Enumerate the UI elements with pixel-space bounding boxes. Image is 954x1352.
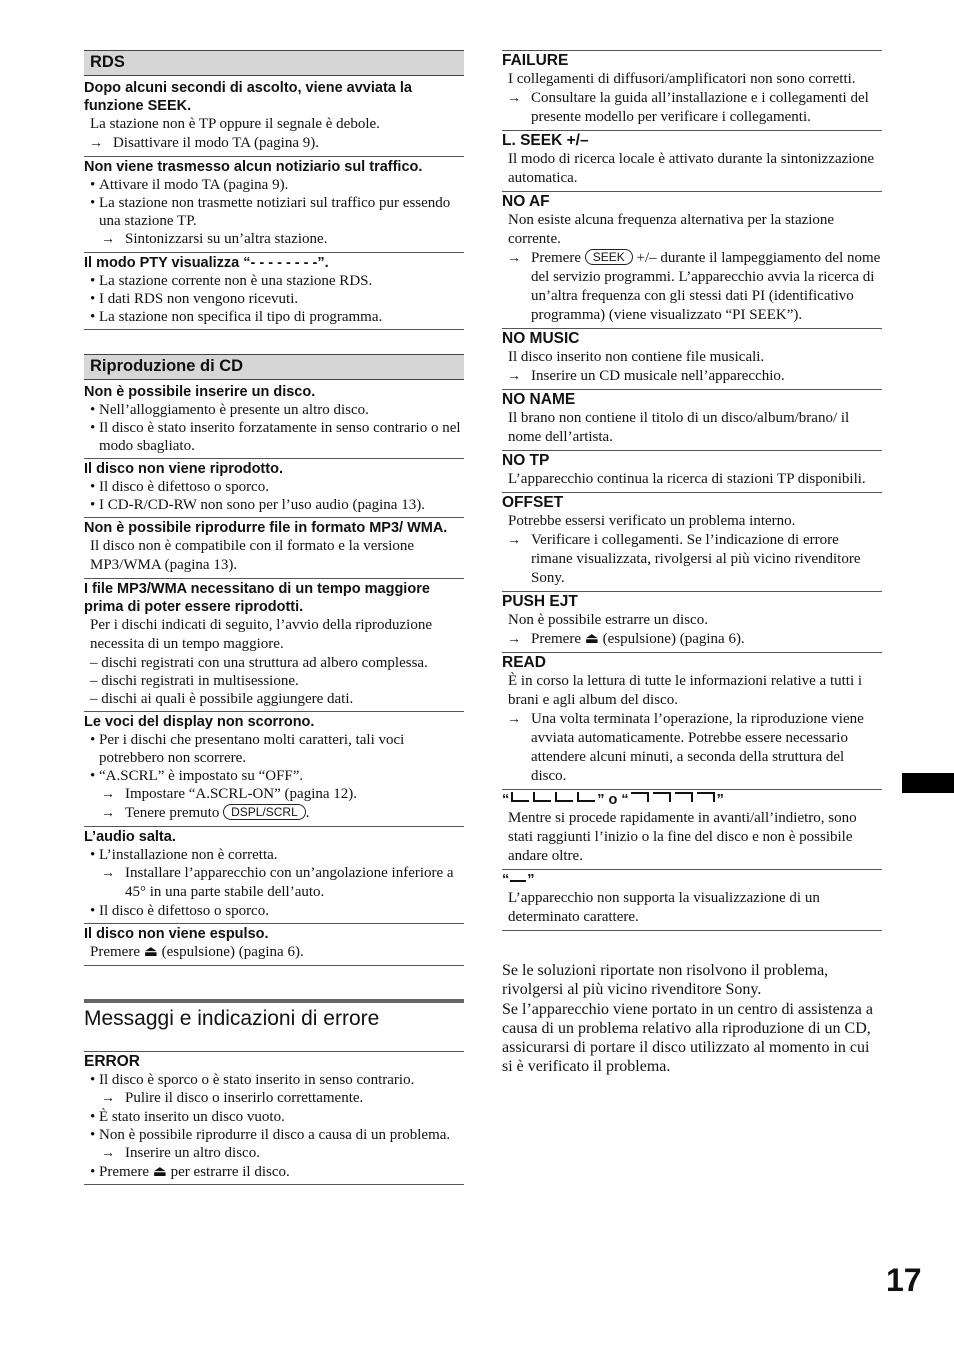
segment-high-glyph [675, 792, 693, 802]
segment-high-glyph [631, 792, 649, 802]
entry-text: Per i dischi indicati di seguito, l’avvio della riproduzione necessita di un tempo maggiore. [90, 617, 433, 652]
entry-action: → Consultare la guida all’installazione e i collegamenti del presente modello per verificare i collegamenti. [502, 89, 882, 127]
entry-action: → Installare l’apparecchio con un’angolazione inferiore a 45° in una parte stabile dell’auto. [84, 864, 464, 902]
left-column [84, 50, 464, 1185]
entry-title: Il modo PTY visualizza “- - - - - - - -”. [84, 255, 329, 271]
entry-title: Non è possibile inserire un disco. [84, 384, 316, 400]
entry-text: L’apparecchio continua la ricerca di stazioni TP disponibili. [508, 471, 866, 487]
nomusic-entry [502, 329, 882, 390]
footer-paragraph: Se l’apparecchio viene portato in un centro di assistenza a causa di un problema relativo alla riproduzione di un CD, assicurarsi di portare il disco utilizzato al momento in cui si è verificato il problema. [502, 1000, 873, 1076]
entry-action [84, 804, 464, 823]
quote-close: ” [527, 872, 535, 888]
entry-action: → Impostare “A.SCRL-ON” (pagina 12). [84, 785, 464, 804]
entry-bullet: • Il disco è stato inserito forzatamente in senso contrario o nel modo sbagliato. [84, 419, 464, 455]
entry-text: Il disco non è compatibile con il formato e la versione MP3/WMA (pagina 13). [90, 538, 415, 573]
entry-title: NO NAME [502, 391, 576, 408]
entry-title: READ [502, 654, 546, 671]
segment-low-glyph [555, 792, 573, 802]
entry-action: → Una volta terminata l’operazione, la riproduzione viene avviata automaticamente. Potrebbe essere necessario attendere alcuni minuti, a seconda della struttura del disco. [502, 710, 882, 786]
pushejt-entry [502, 592, 882, 653]
entry-bullet: • La stazione non specifica il tipo di programma. [84, 308, 464, 326]
entry-title: Non è possibile riprodurre file in formato MP3/ WMA. [84, 520, 448, 536]
entry-bullet: • Per i dischi che presentano molti caratteri, tali voci potrebbero non scorrere. [84, 731, 464, 767]
rds-entry-pty [84, 253, 464, 330]
entry-bullet: • La stazione corrente non è una stazione RDS. [84, 272, 464, 290]
noname-entry [502, 390, 882, 451]
cd-entry-skip [84, 827, 464, 924]
entry-title: Dopo alcuni secondi di ascolto, viene avviata la funzione SEEK. [84, 80, 412, 114]
quote-open: “ [502, 872, 510, 888]
or-word: o [608, 792, 618, 808]
quote-close: ” [597, 792, 605, 808]
entry-bullet: • La stazione non trasmette notiziari sul traffico pur essendo una stazione TP. [84, 194, 464, 230]
segment-low-glyph [577, 792, 595, 802]
entry-title: Le voci del display non scorrono. [84, 714, 315, 730]
dash-display-title [502, 871, 882, 889]
segment-low-glyph [511, 792, 529, 802]
errors-heading: Messaggi e indicazioni di errore [84, 999, 464, 1031]
entry-bullet: • Il disco è difettoso o sporco. [84, 902, 464, 920]
entry-title: Il disco non viene riprodotto. [84, 461, 283, 477]
footer-paragraph: Se le soluzioni riportate non risolvono il problema, rivolgersi al più vicino rivenditore Sony. [502, 962, 829, 999]
dspl-scrl-key: DSPL/SCRL [223, 804, 306, 820]
entry-title: NO AF [502, 193, 550, 210]
entry-action: → Inserire un altro disco. [84, 1144, 464, 1163]
entry-action: → Pulire il disco o inserirlo correttamente. [84, 1089, 464, 1108]
entry-action: → Sintonizzarsi su un’altra stazione. [84, 230, 464, 249]
noaf-entry [502, 192, 882, 329]
offset-entry [502, 493, 882, 592]
cd-entry-insert [84, 382, 464, 459]
entry-title: OFFSET [502, 494, 564, 511]
right-column [502, 50, 882, 1077]
entry-bullet: • Nell’alloggiamento è presente un altro disco. [84, 401, 464, 419]
entry-text: Il brano non contiene il titolo di un disco/album/brano/ il nome dell’artista. [508, 410, 850, 445]
entry-title: Non viene trasmesso alcun notiziario sul traffico. [84, 159, 423, 175]
quote-open: “ [502, 792, 510, 808]
section-heading-cd: Riproduzione di CD [84, 354, 464, 380]
entry-text: I collegamenti di diffusori/amplificatori non sono corretti. [508, 71, 856, 87]
edge-tab-marker [902, 773, 954, 793]
entry-dash-item: – dischi registrati in multisessione. [90, 673, 299, 689]
entry-title: ERROR [84, 1053, 140, 1070]
segment-high-glyph [653, 792, 671, 802]
entry-text: Mentre si procede rapidamente in avanti/all’indietro, sono stati raggiunti l’inizio o la fine del disco e non è possibile andare oltre. [508, 810, 857, 864]
segment-display-title [502, 791, 882, 809]
cd-entry-eject [84, 924, 464, 966]
seek-key: SEEK [585, 249, 633, 265]
read-entry [502, 653, 882, 790]
entry-title: NO MUSIC [502, 330, 580, 347]
entry-title: PUSH EJT [502, 593, 578, 610]
action-text: Premere [531, 250, 581, 266]
entry-text: L’apparecchio non supporta la visualizzazione di un determinato carattere. [508, 890, 820, 925]
entry-title: I file MP3/WMA necessitano di un tempo maggiore prima di poter essere riprodotti. [84, 581, 430, 615]
segment-entry [502, 790, 882, 870]
entry-text: Non esiste alcuna frequenza alternativa per la stazione corrente. [508, 212, 835, 247]
entry-text: La stazione non è TP oppure il segnale è debole. [90, 116, 380, 132]
lseek-entry [502, 131, 882, 192]
cd-entry-scroll [84, 712, 464, 827]
entry-text: Il modo di ricerca locale è attivato durante la sintonizzazione automatica. [508, 151, 875, 186]
entry-action [502, 249, 882, 325]
entry-action: → Disattivare il modo TA (pagina 9). [84, 134, 464, 153]
rds-entry-traffic [84, 157, 464, 253]
segment-low-glyph [533, 792, 551, 802]
entry-action: → Verificare i collegamenti. Se l’indicazione di errore rimane visualizzata, rivolgersi al più vicino rivenditore Sony. [502, 531, 882, 588]
entry-title: Il disco non viene espulso. [84, 926, 269, 942]
cd-entry-mp3 [84, 518, 464, 579]
entry-text: Il disco inserito non contiene file musicali. [508, 349, 765, 365]
action-text-end: +/– durante il lampeggiamento del nome del servizio programmi. L’apparecchio avvia la ricerca di un’altra frequenza con gli stessi dati PI (identificativo programma) (viene visualizzato “PI SEEK”). [531, 250, 881, 323]
segment-high-glyph [697, 792, 715, 802]
entry-bullet: • Non è possibile riprodurre il disco a causa di un problema. [84, 1126, 464, 1144]
entry-dash-item: – dischi ai quali è possibile aggiungere dati. [90, 691, 354, 707]
notp-entry [502, 451, 882, 493]
entry-bullet: • Il disco è sporco o è stato inserito in senso contrario. [84, 1071, 464, 1089]
entry-bullet: • “A.SCRL” è impostato su “OFF”. [84, 767, 464, 785]
entry-title: FAILURE [502, 52, 569, 69]
entry-bullet: • È stato inserito un disco vuoto. [84, 1108, 464, 1126]
entry-text: Potrebbe essersi verificato un problema interno. [508, 513, 796, 529]
entry-bullet: • I dati RDS non vengono ricevuti. [84, 290, 464, 308]
page-number: 17 [886, 1262, 922, 1298]
dash-glyph [510, 880, 526, 882]
quote-close: ” [716, 792, 724, 808]
entry-title: NO TP [502, 452, 550, 469]
entry-text: Premere ⏏ (espulsione) (pagina 6). [90, 944, 304, 960]
action-text-end: . [305, 805, 310, 821]
entry-title: L’audio salta. [84, 829, 176, 845]
entry-text: Non è possibile estrarre un disco. [508, 612, 708, 628]
entry-action: → Inserire un CD musicale nell’apparecchio. [502, 367, 882, 386]
entry-text: È in corso la lettura di tutte le informazioni relative a tutti i brani e agli album del disco. [508, 673, 863, 708]
action-text: Tenere premuto [125, 805, 220, 821]
entry-bullet: • L’installazione non è corretta. [84, 846, 464, 864]
error-entry [84, 1051, 464, 1185]
quote-open: “ [621, 792, 629, 808]
entry-bullet: • Premere ⏏ per estrarre il disco. [84, 1163, 464, 1181]
section-heading-rds: RDS [84, 50, 464, 76]
entry-dash-item: – dischi registrati con una struttura ad albero complessa. [90, 655, 428, 671]
rds-entry-seek [84, 78, 464, 157]
cd-entry-noplay [84, 459, 464, 518]
entry-bullet: • I CD-R/CD-RW non sono per l’uso audio (pagina 13). [84, 496, 464, 514]
entry-action: → Premere ⏏ (espulsione) (pagina 6). [502, 630, 882, 649]
entry-bullet: • Il disco è difettoso o sporco. [84, 478, 464, 496]
cd-entry-mp3-time [84, 579, 464, 712]
dash-entry [502, 870, 882, 931]
entry-bullet: • Attivare il modo TA (pagina 9). [84, 176, 464, 194]
entry-title: L. SEEK +/– [502, 132, 589, 149]
failure-entry [502, 50, 882, 131]
